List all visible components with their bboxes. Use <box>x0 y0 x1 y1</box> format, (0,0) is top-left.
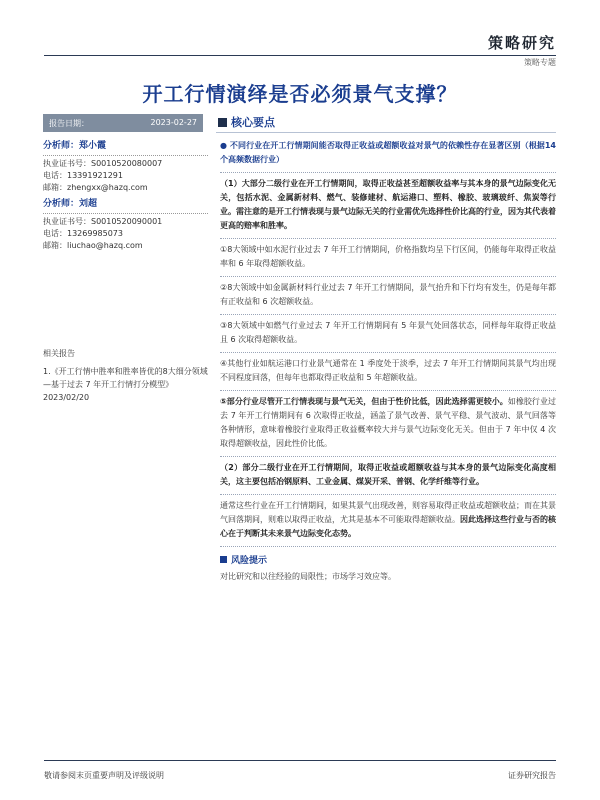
related-reports-header: 相关报告 <box>43 349 75 358</box>
analyst-email[interactable]: 邮箱：zhengxx@hazq.com <box>43 183 148 192</box>
paragraph-6 <box>220 395 556 451</box>
analyst-block <box>43 140 208 194</box>
brand-title: 策略研究 <box>487 34 556 52</box>
risk-square-icon <box>220 556 227 563</box>
analyst-cert: 执业证书号：S0010520090001 <box>43 217 163 226</box>
divider <box>220 314 556 315</box>
divider <box>43 155 208 156</box>
paragraph-6-body: 如橡胶行业过去 7 年开工行情期间有 6 次取得正收益，涵盖了景气改善、景气平稳、景气波动、景气回落等各种情形，意味着橡胶行业取得正收益概率较大并与景气边际变化无关。但由于 7 年中仅 4 次取得超额收益，因此性价比低。 <box>220 397 556 448</box>
related-report-link[interactable]: 1.《开工行情中胜率和胜率皆优的8大细分领域—基于过去 7 年开工行情打分模型》2023/02/20 <box>43 367 208 402</box>
report-date-value: 2023-02-27 <box>150 118 197 127</box>
footer-doc-type: 证券研究报告 <box>508 771 556 780</box>
lead-text: 不同行业在开工行情期间能否取得正收益或超额收益对景气的依赖性存在显著区别（根据14个高频数据行业） <box>220 141 556 164</box>
analyst-phone: 电话：13391921291 <box>43 171 123 180</box>
paragraph-8-body: 通常这些行业在开工行情期间，如果其景气出现改善，则容易取得正收益或超额收益；而在其景气回落期间，则难以取得正收益，尤其是基本不可能取得超额收益。 <box>220 501 556 524</box>
analyst-cert: 执业证书号：S0010520080007 <box>43 159 163 168</box>
divider <box>220 494 556 495</box>
section-header <box>216 112 556 133</box>
risk-text: 对比研究和以往经验的局限性；市场学习效应等。 <box>220 572 396 581</box>
report-type: 策略专题 <box>524 58 556 67</box>
footer-disclaimer[interactable]: 敬请参阅末页重要声明及评级说明 <box>44 771 164 780</box>
page-title: 开工行情演绎是否必须景气支撑？ <box>142 82 458 106</box>
paragraph-2: ①8大领域中如水泥行业过去 7 年开工行情期间，价格指数均呈下行区间，仍能每年取得正收益率和 6 年取得超额收益。 <box>220 245 556 268</box>
paragraph-7: （2）部分二级行业在开工行情期间，取得正收益或超额收益与其本身的景气边际变化高度相关，这主要包括冶钢原料、工业金属、煤炭开采、普钢、化学纤维等行业。 <box>220 463 556 486</box>
section-square-icon <box>218 118 227 127</box>
header-divider <box>44 55 556 56</box>
divider <box>220 238 556 239</box>
divider <box>220 390 556 391</box>
analyst-panel <box>43 136 208 252</box>
paragraph-1: （1）大部分二级行业在开工行情期间，取得正收益甚至超额收益率与其本身的景气边际变化无关，包括水泥、金属新材料、燃气、装修建材、航运港口、塑料、橡胶、玻璃玻纤、焦炭等行业。需注意的是开工行情表现与景气边际无关的行业需优先选择性价比高的行业，因为其代表着更高的赔率和胜率。 <box>220 179 556 230</box>
paragraph-8 <box>220 499 556 541</box>
section-title: 核心要点 <box>231 116 275 129</box>
paragraph-5: ④其他行业如航运港口行业景气通常在 1 季度处于淡季，过去 7 年开工行情期间其景气均出现不同程度回落，但每年也都取得正收益和 5 年超额收益。 <box>220 359 556 382</box>
paragraph-3: ②8大领域中如金属新材料行业过去 7 年开工行情期间，景气抬升和下行均有发生，仍是每年都有正收益和 6 次超额收益。 <box>220 283 556 306</box>
footer-divider <box>44 760 556 761</box>
analyst-email[interactable]: 邮箱：liuchao@hazq.com <box>43 241 143 250</box>
divider <box>43 213 208 214</box>
report-date-label: 报告日期： <box>49 119 89 128</box>
risk-header <box>220 553 556 566</box>
paragraph-6-lead: ⑤部分行业尽管开工行情表现与景气无关，但由于性价比低，因此选择需更较小。 <box>220 397 508 406</box>
analyst-phone: 电话：13269985073 <box>43 229 123 238</box>
related-reports <box>43 348 211 404</box>
bullet-icon: ● <box>220 141 230 150</box>
divider <box>220 276 556 277</box>
divider <box>220 172 556 173</box>
divider <box>220 546 556 547</box>
analyst-name: 分析师：郑小霞 <box>43 141 107 151</box>
risk-title: 风险提示 <box>231 556 268 566</box>
report-date-bar <box>43 114 203 132</box>
analyst-name: 分析师：刘超 <box>43 199 98 209</box>
paragraph-8-conclusion: 因此选择这些行业与否的核心在于判断其未来景气边际变化态势。 <box>220 515 556 538</box>
divider <box>220 456 556 457</box>
lead-paragraph <box>220 139 556 167</box>
divider <box>220 352 556 353</box>
analyst-block <box>43 198 208 252</box>
main-content <box>216 112 556 584</box>
paragraph-4: ③8大领域中如燃气行业过去 7 年开工行情期间有 5 年景气处回落状态，同样每年取得正收益且 6 次取得超额收益。 <box>220 321 556 344</box>
